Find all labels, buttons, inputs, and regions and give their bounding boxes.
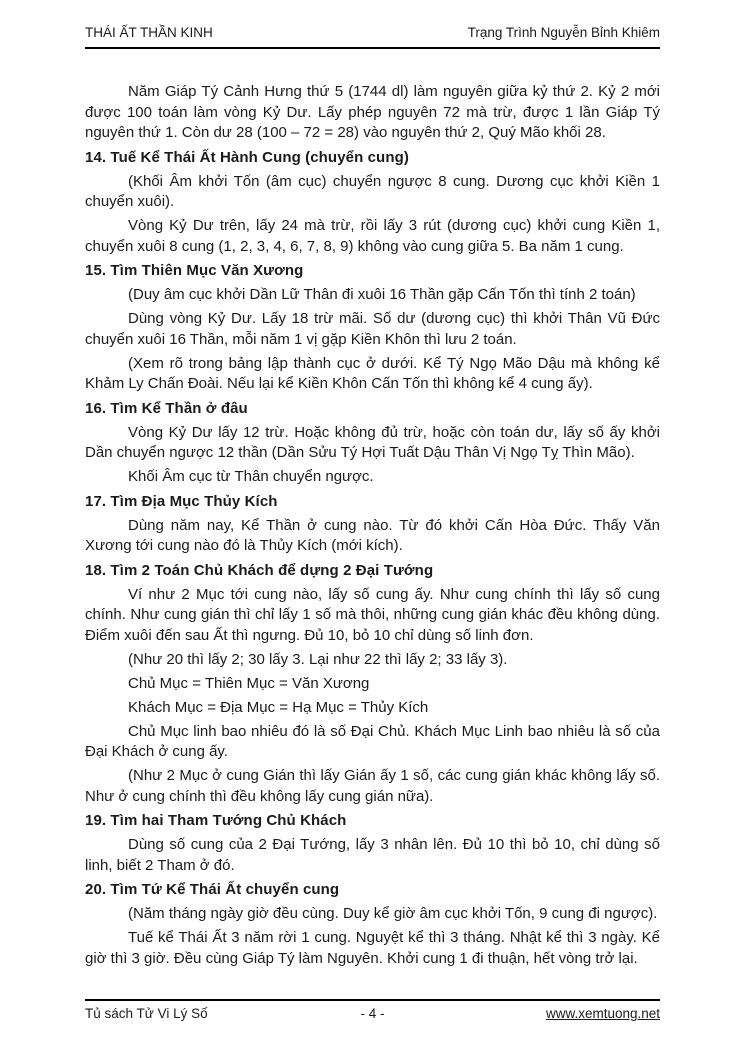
page-body [85,82,660,969]
paragraph: (Như 2 Mục ở cung Gián thì lấy Gián ấy 1 số, các cung gián khác không lấy số. Như ở cung chính thì đều không lấy cung gián nữa). [85,767,660,805]
section-heading-18: 18. Tìm 2 Toán Chủ Khách để dựng 2 Đại Tướng [85,561,434,579]
running-footer [85,1006,660,1021]
paragraph: Dùng số cung của 2 Đại Tướng, lấy 3 nhân lên. Đủ 10 thì bỏ 10, chỉ dùng số linh, biết 2 Tham ở đó. [85,836,660,874]
footer-website-link[interactable]: www.xemtuong.net [545,1006,661,1021]
footer-series-title: Tủ sách Tử Vi Lý Số [85,1006,208,1021]
paragraph: Vòng Kỷ Dư lấy 12 trừ. Hoặc không đủ trừ, hoặc còn toán dư, lấy số ấy khởi Dần chuyển ngược 12 thần (Dần Sửu Tý Hợi Tuất Dậu Thân Vị Ngọ Tỵ Thìn Mão). [85,423,660,461]
footer-page-number: - 4 - [360,1006,385,1021]
formula-khach-muc: Khách Mục = Địa Mục = Hạ Mục = Thủy Kích [128,698,429,716]
footer-rule [85,999,660,1001]
paragraph-intro: Năm Giáp Tý Cảnh Hưng thứ 5 (1744 dl) làm nguyên giữa kỷ thứ 2. Kỷ 2 mới được 100 toán làm vòng Kỷ Dư. Lấy phép nguyên 72 mà trừ, được 1 lần Giáp Tý nguyên thứ 1. Còn dư 28 (100 – 72 = 28) vào nguyên thứ 2, Quý Mão khối 28. [85,83,660,141]
paragraph: (Năm tháng ngày giờ đều cùng. Duy kể giờ âm cục khởi Tốn, 9 cung đi ngược). [128,905,658,922]
formula-chu-muc: Chủ Mục = Thiên Mục = Văn Xương [128,674,370,692]
paragraph: (Như 20 thì lấy 2; 30 lấy 3. Lại như 22 thì lấy 2; 33 lấy 3). [128,650,508,668]
paragraph: (Khối Âm khởi Tốn (âm cục) chuyển ngược 8 cung. Dương cục khởi Kiền 1 chuyển xuôi). [85,172,660,210]
section-heading-16: 16. Tìm Kể Thần ở đâu [85,399,248,417]
paragraph: Khối Âm cục từ Thân chuyển ngược. [128,468,374,485]
section-heading-14: 14. Tuế Kể Thái Ất Hành Cung (chuyển cung) [85,148,409,166]
paragraph: Dùng năm nay, Kể Thần ở cung nào. Từ đó khởi Cấn Hòa Đức. Thấy Văn Xương tới cung nào đó là Thủy Kích (mới kích). [85,516,660,554]
section-heading-20: 20. Tìm Tứ Kể Thái Ất chuyển cung [85,881,340,898]
paragraph: Tuế kể Thái Ất 3 năm rời 1 cung. Nguyệt kể thì 3 tháng. Nhật kể thì 3 ngày. Kể giờ thì 3 giờ. Đều cùng Giáp Tý làm Nguyên. Khởi cung 1 đi thuận, hết vòng trở lại. [85,929,660,967]
paragraph: Ví như 2 Mục tới cung nào, lấy số cung ấy. Như cung chính thì lấy số cung chính. Như cung gián thì chỉ lấy 1 số mà thôi, những cung gián khác đều không dùng. Điểm xuôi đến sau Ất thì ngưng. Đủ 10, bỏ 10 chỉ dùng số linh đơn. [85,585,660,644]
paragraph: Vòng Kỷ Dư trên, lấy 24 mà trừ, rồi lấy 3 rút (dương cục) khởi cung Kiền 1, chuyển xuôi 8 cung (1, 2, 3, 4, 6, 7, 8, 9) không vào cung giữa 5. Ba năm 1 cung. [85,217,660,255]
paragraph: Chủ Mục linh bao nhiêu đó là số Đại Chủ. Khách Mục Linh bao nhiêu là số của Đại Khách ở cung ấy. [85,722,660,760]
running-header [85,25,660,40]
paragraph: (Duy âm cục khởi Dần Lữ Thân đi xuôi 16 Thần gặp Cấn Tốn thì tính 2 toán) [128,286,636,303]
header-author: Trạng Trình Nguyễn Bỉnh Khiêm [467,25,660,40]
section-heading-19: 19. Tìm hai Tham Tướng Chủ Khách [85,812,347,829]
section-heading-17: 17. Tìm Địa Mục Thủy Kích [85,492,278,510]
header-book-title: THÁI ẤT THẦN KINH [85,25,213,40]
paragraph: (Xem rõ trong bảng lập thành cục ở dưới. Kể Tý Ngọ Mão Dậu mà không kể Khảm Ly Chấn Đoài. Nếu lại kể Kiền Khôn Cấn Tốn thì không kể 4 cung ấy). [85,354,660,392]
header-rule [85,47,660,49]
paragraph: Dùng vòng Kỷ Dư. Lấy 18 trừ mãi. Số dư (dương cục) thì khởi Thân Vũ Đức chuyển xuôi 16 Thần, mỗi năm 1 vị gặp Kiền Khôn thì lưu 2 toán. [85,310,660,348]
section-heading-15: 15. Tìm Thiên Mục Văn Xương [85,262,304,279]
